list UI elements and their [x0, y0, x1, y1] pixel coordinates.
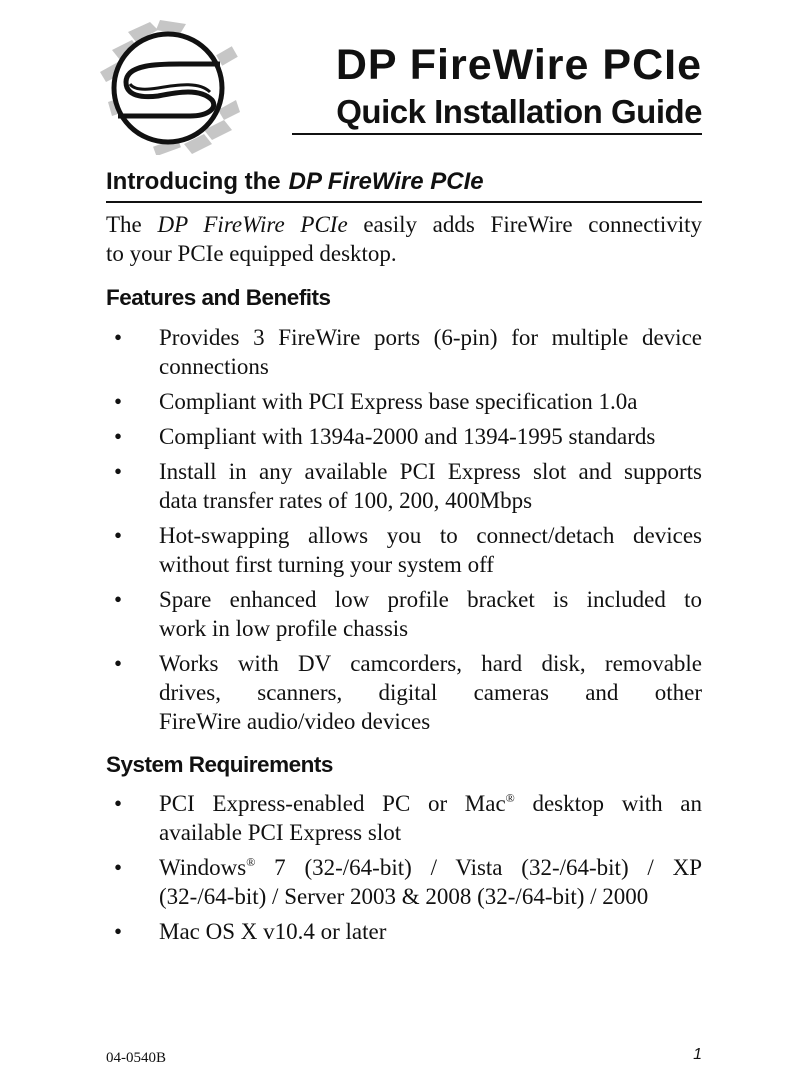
- list-item: [106, 853, 702, 911]
- feature-line: work in low profile chassis: [159, 616, 409, 641]
- req-2-line-1: [159, 853, 702, 882]
- bullet: •: [114, 651, 123, 676]
- feature-line: Compliant with PCI Express base specification 1.0a: [159, 389, 638, 414]
- requirements-list: [106, 789, 702, 952]
- requirements-heading: System Requirements: [106, 752, 333, 777]
- document-subtitle: Quick Installation Guide: [336, 93, 702, 130]
- intro-line-1: [106, 210, 702, 239]
- feature-line: Spare enhanced low profile bracket is included to: [159, 587, 702, 612]
- bullet: •: [114, 389, 123, 414]
- feature-line: drives, scanners, digital cameras and other: [159, 680, 702, 705]
- intro-heading-product: DP FireWire PCIe: [288, 168, 484, 195]
- req-1-line-1: [159, 789, 702, 818]
- intro-the: The: [106, 212, 142, 237]
- bullet: •: [114, 919, 123, 944]
- list-item: [106, 457, 702, 515]
- registered-mark: ®: [246, 855, 256, 869]
- req-2-text-b: 7 (32-/64-bit) / Vista (32-/64-bit) / XP: [255, 855, 702, 880]
- list-item: [106, 387, 702, 416]
- features-heading: Features and Benefits: [106, 285, 331, 310]
- bullet: •: [114, 424, 123, 449]
- feature-line: FireWire audio/video devices: [159, 709, 431, 734]
- list-item: [106, 789, 702, 847]
- list-item: [106, 649, 702, 736]
- bullet: •: [114, 791, 123, 816]
- bullet: •: [114, 325, 123, 350]
- document-title: DP FireWire PCIe: [335, 41, 702, 89]
- intro-divider: [106, 201, 702, 203]
- bullet: •: [114, 587, 123, 612]
- feature-line: Hot-swapping allows you to connect/detach devices: [159, 523, 702, 548]
- feature-line: without first turning your system off: [159, 552, 494, 577]
- list-item: [106, 585, 702, 643]
- list-item: [106, 917, 702, 946]
- registered-mark: ®: [505, 791, 515, 805]
- bullet: •: [114, 855, 123, 880]
- list-item: [106, 422, 702, 451]
- company-logo-icon: [100, 20, 240, 155]
- intro-line-2: to your PCIe equipped desktop.: [106, 241, 397, 266]
- feature-line: Works with DV camcorders, hard disk, removable: [159, 651, 702, 676]
- feature-line: Compliant with 1394a-2000 and 1394-1995 standards: [159, 424, 656, 449]
- req-1-text-a: PCI Express-enabled PC or Mac: [159, 791, 506, 816]
- list-item: [106, 521, 702, 579]
- feature-line: Install in any available PCI Express slot and supports: [159, 459, 702, 484]
- document-code: 04-0540B: [106, 1050, 166, 1066]
- bullet: •: [114, 523, 123, 548]
- intro-paragraph: [106, 210, 702, 268]
- req-3-line-1: Mac OS X v10.4 or later: [159, 919, 387, 944]
- feature-line: data transfer rates of 100, 200, 400Mbps: [159, 488, 533, 513]
- req-1-text-b: desktop with an: [514, 791, 702, 816]
- feature-line: connections: [159, 354, 269, 379]
- features-list: [106, 323, 702, 742]
- intro-heading-prefix: Introducing the: [106, 168, 281, 195]
- intro-heading: [106, 166, 484, 198]
- bullet: •: [114, 459, 123, 484]
- req-1-line-2: available PCI Express slot: [159, 820, 402, 845]
- req-2-line-2: (32-/64-bit) / Server 2003 & 2008 (32-/64-bit) / 2000: [159, 884, 649, 909]
- title-divider: [292, 133, 702, 135]
- intro-line-1-rest: easily adds FireWire connectivity: [363, 212, 702, 237]
- page-number: 1: [693, 1046, 702, 1063]
- list-item: [106, 323, 702, 381]
- feature-line: Provides 3 FireWire ports (6-pin) for multiple device: [159, 325, 702, 350]
- req-2-text-a: Windows: [159, 855, 247, 880]
- intro-product-name: DP FireWire PCIe: [157, 212, 348, 237]
